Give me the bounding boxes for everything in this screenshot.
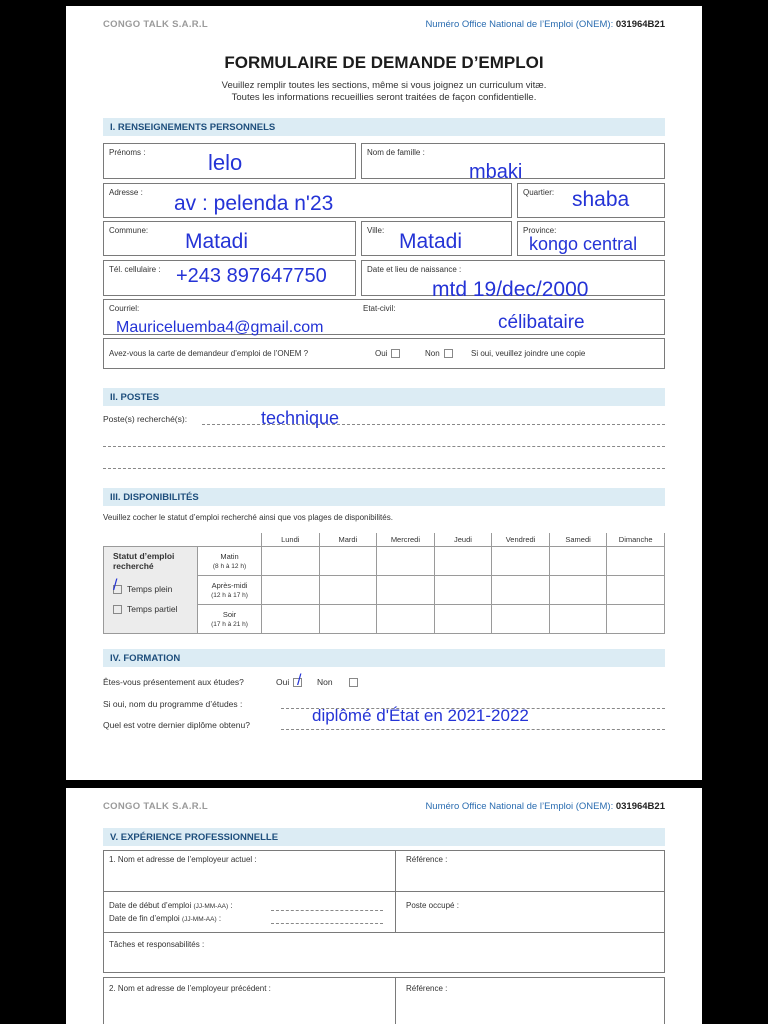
field-adresse[interactable]: Adresse : av : pelenda n'23 [103, 183, 512, 218]
day-jeudi: Jeudi [434, 533, 492, 547]
field-employeur-actuel[interactable]: 1. Nom et adresse de l’employeur actuel : [103, 850, 396, 892]
temps-plein-mark: / [113, 577, 118, 594]
field-ville[interactable]: Ville: Matadi [361, 221, 512, 256]
poste-line-2[interactable] [103, 446, 665, 447]
nom-value: mbaki [469, 161, 523, 183]
day-vendredi: Vendredi [492, 533, 550, 547]
day-lundi: Lundi [262, 533, 320, 547]
programme-question: Si oui, nom du programme d’études : [103, 699, 243, 709]
field-onem-card: Avez-vous la carte de demandeur d’emploi de l’ONEM ? Oui Non Si oui, veuillez joindre une copie [103, 338, 665, 369]
page-header [103, 19, 665, 33]
field-naissance[interactable]: Date et lieu de naissance : mtd 19/dec/2000 [361, 260, 665, 296]
section-experience: V. EXPÉRIENCE PROFESSIONNELLE [103, 828, 665, 846]
etat-civil-value: célibataire [498, 312, 585, 333]
field-courriel-etat[interactable]: Courriel: Etat-civil: Mauriceluemba4@gmail.com célibataire [103, 299, 665, 335]
courriel-value: Mauriceluemba4@gmail.com [116, 319, 324, 336]
field-commune[interactable]: Commune: Matadi [103, 221, 356, 256]
slot-soir: Soir (17 h à 21 h) [198, 605, 262, 634]
day-mercredi: Mercredi [377, 533, 435, 547]
field-dates-emploi[interactable]: Date de début d’emploi (JJ-MM-AA) : Date de fin d’emploi (JJ-MM-AA) : [103, 891, 396, 933]
diplome-question: Quel est votre dernier diplôme obtenu? [103, 720, 250, 730]
onem-oui-checkbox[interactable] [391, 349, 400, 358]
field-nom[interactable]: Nom de famille : mbaki [361, 143, 665, 179]
poste-value: technique [261, 408, 340, 428]
slot-apres-midi: Après-midi (12 h à 17 h) [198, 576, 262, 605]
field-province[interactable]: Province: kongo central [517, 221, 665, 256]
form-title: FORMULAIRE DE DEMANDE D’EMPLOI [224, 53, 544, 72]
commune-value: Matadi [185, 230, 249, 253]
form-page-2 [66, 788, 702, 1024]
company-name: CONGO TALK S.A.R.L [103, 19, 208, 30]
form-page-1: CONGO TALK S.A.R.L Numéro Office National de l’Emploi (ONEM): 031964B21 FORMULAIRE DE DEMANDE D’EMPLOI Veuillez remplir toutes les sections, même si vous joignez un curriculum vitæ. Toutes les informations recueillies seront traitées de façon confidentielle. I. RENSEIGNEMENTS PERSONNELS Prénoms : lelo Nom de famille : mbaki Adresse : av : pelenda n'23 Quartier: shaba Commune: Matadi Ville: Matadi Province: kongo central Tél. cellulaire : +243 897647750 Date et lieu de naissance : mtd 19/dec/2000 Courriel: Etat-civil: Mauriceluemba4@gmail.com célibataire Avez-vous la carte de demandeur d’emploi de l’ONEM ? Oui Non Si oui, veuillez joindre une copie II. POSTES Poste(s) recherché(s): technique III. DISPONIBILITÉS Veuillez cocher le statut d’emploi recherché ainsi que vos plages de disponibilités. Lundi Mardi Mercredi Jeudi Vendredi Samedi Dimanche Statut d’emploi recherché Temps plein Temps partiel / Matin (8 h à 12 h) Après-midi (12 h à 17 h) Soir (17 h à 21 h) IV. FORMATION Êtes-vous présentement aux études? Oui / Non Si oui, nom du programme d’études : Quel est votre dernier diplôme obtenu? diplômé d'État en 2021-2022 [66, 6, 702, 780]
page-header-2 [103, 801, 665, 815]
etudes-question: Êtes-vous présentement aux études? [103, 677, 244, 687]
adresse-value: av : pelenda n'23 [174, 192, 334, 215]
section-disponibilites: III. DISPONIBILITÉS [103, 488, 665, 506]
field-telephone[interactable]: Tél. cellulaire : +243 897647750 [103, 260, 356, 296]
field-taches[interactable]: Tâches et responsabilités : [103, 932, 665, 973]
etudes-oui-mark: / [297, 672, 302, 689]
section-postes: II. POSTES [103, 388, 665, 406]
onem-number-2: Numéro Office National de l’Emploi (ONEM): 031964B21 [425, 801, 665, 812]
slot-matin: Matin (8 h à 12 h) [198, 547, 262, 576]
company-name-2: CONGO TALK S.A.R.L [103, 801, 208, 812]
status-cell: Statut d’emploi recherché Temps plein Temps partiel / [104, 547, 198, 634]
day-samedi: Samedi [549, 533, 607, 547]
day-dimanche: Dimanche [607, 533, 665, 547]
availability-table [103, 533, 665, 634]
prenoms-value: lelo [208, 150, 243, 175]
field-poste-occupe[interactable]: Poste occupé : [395, 891, 665, 933]
diplome-value: diplômé d'État en 2021-2022 [312, 706, 529, 725]
quartier-value: shaba [572, 188, 630, 211]
day-mardi: Mardi [319, 533, 377, 547]
section-formation: IV. FORMATION [103, 649, 665, 667]
field-reference-2[interactable]: Référence : [395, 977, 665, 1024]
diplome-line[interactable] [281, 729, 665, 730]
etudes-non-checkbox[interactable] [349, 678, 358, 687]
province-value: kongo central [529, 234, 638, 254]
field-reference-1[interactable]: Référence : [395, 850, 665, 892]
field-quartier[interactable]: Quartier: shaba [517, 183, 665, 218]
form-intro: Veuillez remplir toutes les sections, même si vous joignez un curriculum vitæ. Toutes les informations recueillies seront traitées de façon confidentielle. [221, 80, 547, 103]
field-employeur-precedent[interactable]: 2. Nom et adresse de l’employeur précédent : [103, 977, 396, 1024]
section-personal-info: I. RENSEIGNEMENTS PERSONNELS [103, 118, 665, 136]
telephone-value: +243 897647750 [176, 265, 327, 287]
onem-non-checkbox[interactable] [444, 349, 453, 358]
disponibilites-instruction: Veuillez cocher le statut d’emploi recherché ainsi que vos plages de disponibilités. [103, 513, 393, 522]
onem-number: Numéro Office National de l’Emploi (ONEM): 031964B21 [425, 19, 665, 30]
ville-value: Matadi [399, 230, 463, 253]
temps-partiel-checkbox[interactable] [113, 605, 122, 614]
naissance-value: mtd 19/dec/2000 [432, 278, 589, 301]
poste-label: Poste(s) recherché(s): [103, 414, 188, 424]
field-prenoms[interactable]: Prénoms : lelo [103, 143, 356, 179]
poste-line-3[interactable] [103, 468, 665, 469]
